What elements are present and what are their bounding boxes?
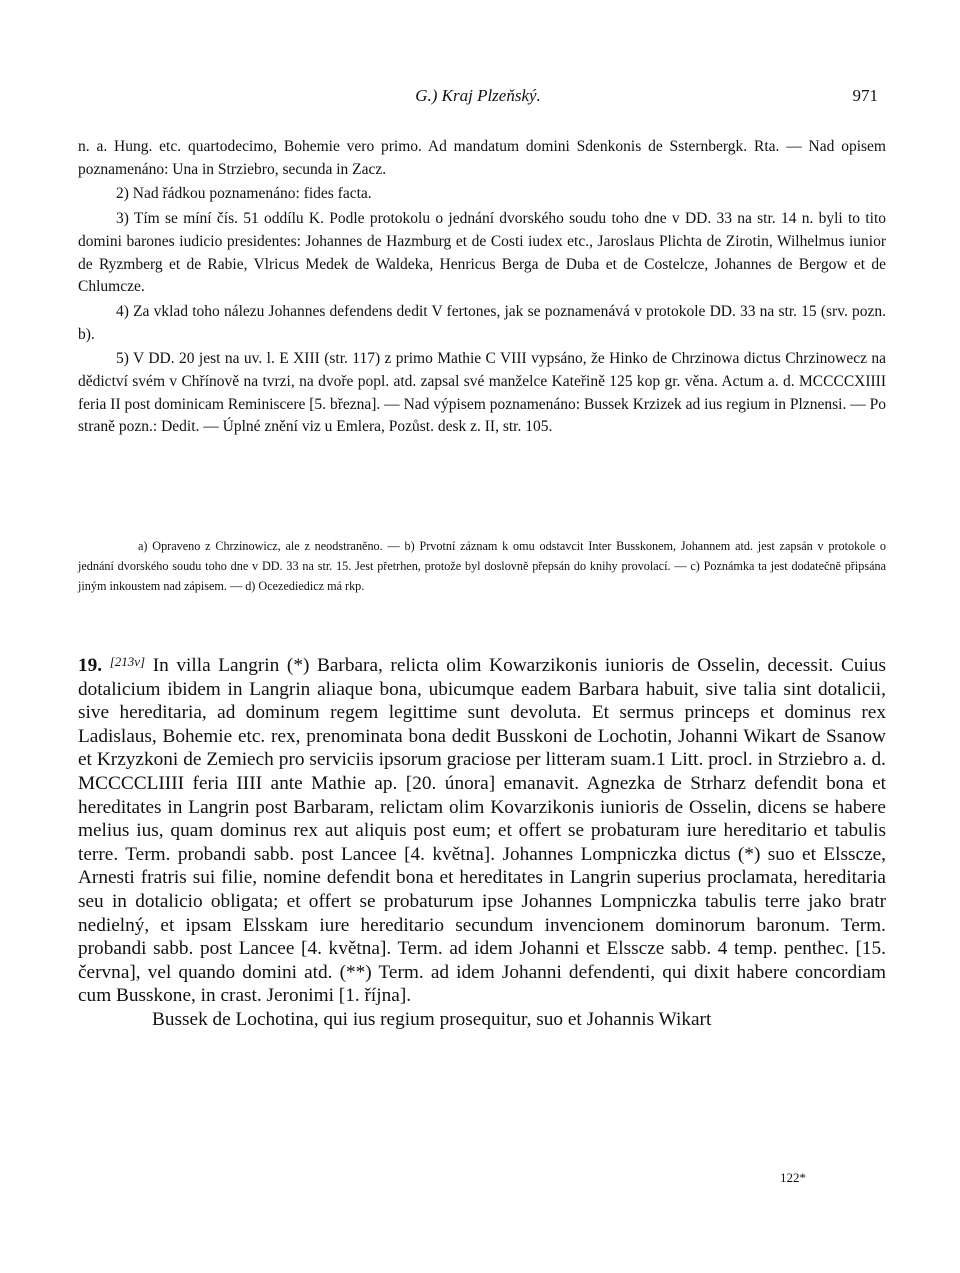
- section-number: 19.: [78, 655, 103, 676]
- critical-apparatus: [78, 536, 886, 596]
- footnote-5: 5) V DD. 20 jest na uv. l. E XIII (str. 117) z primo Mathie C VIII vypsáno, že Hinko de Chrzinowa dictus Chrzinowecz na dědictví svém v Chřínově na tvrzi, na dvoře popl. atd. zapsal své manželce Kateřině 125 kop gr. věna. Actum a. d. MCCCCXIIII feria II post dominicam Reminiscere [5. března]. — Nad výpisem poznamenáno: Bussek Krzizek ad ius regium in Plznensi. — Po straně pozn.: Dedit. — Úplné znění viz u Emlera, Pozůst. desk z. II, str. 105.: [78, 350, 886, 436]
- running-title: G.) Kraj Plzeňský.: [415, 86, 541, 105]
- main-text: [78, 650, 886, 1032]
- critical-notes-text: a) Opraveno z Chrzinowicz, ale z neodstraněno. — b) Prvotní záznam k omu odstavcit Inter Busskonem, Johannem atd. jest zapsán v protokole o jednání dvorského soudu toho dne v DD. 33 na str. 15. Jest přetrhen, protože byl doslovně přepsán do knihy provolací. — c) Poznámka ta jest dodatečně připsána jiným inkoustem nad zápisem. — d) Ocezediedicz má rkp.: [78, 539, 886, 593]
- signature-mark: 122*: [780, 1170, 806, 1185]
- footnote-3: 3) Tím se míní čís. 51 oddílu K. Podle protokolu o jednání dvorského soudu toho dne v DD. 33 na str. 14 n. byli to tito domini barones iudicio presidentes: Johannes de Hazmburg et de Costi iudex etc., Jaroslaus Plichta de Zirotin, Wilhelmus iunior de Ryzmberg et de Rabie, Vlricus Medek de Waldeka, Henricus Berga de Duba et de Costelcze, Johannes de Bergow et de Chlumcze.: [78, 210, 886, 296]
- entry-text: In villa Langrin (*) Barbara, relicta olim Kowarzikonis iunioris de Osselin, decessit. Cuius dotalicium ibidem in Langrin aliaque bona, ubicumque eadem Barbara habuit, sive talia sint dotalicii, sive hereditaria, ad dominum regem legittime sunt devoluta. Et sermus princeps et dominus rex Ladislaus, Bohemie etc. rex, prenominata bona dedit Busskoni de Lochotin, Johanni Wikart de Ssanow et Krzyzkoni de Zemiech pro serviciis ipsorum graciose per litteram suam.1 Litt. procl. in Strziebro a. d. MCCCCLIIII feria IIII ante Mathie ap. [20. února] emanavit. Agnezka de Strharz defendit bona et hereditates in Langrin post Barbaram, relictam olim Kovarzikonis iunioris de Osselin, dicens se habere melius ius, quam dominus rex aut aliquis post eum; et offert se probaturam iure hereditario et tabulis terre. Term. probandi sabb. post Lancee [4. května]. Johannes Lompniczka dictus (*) suo et Elsscze, Arnesti fratris sui filie, nomine defendit bona et hereditates in Langrin superius proclamata, hereditaria seu in dotalicio obligata; et offert se probaturum ipse Johannes Lompniczka tabulis terre jako bratr nedielný, et ipsam Elsskam iure hereditario secundum invencionem dominorum baronum. Term. probandi sabb. post Lancee [4. května]. Term. ad idem Johanni et Elsscze sabb. 4 temp. penthec. [15. června], vel quando domini atd. (**) Term. ad idem Johanni defendenti, qui dixit habere concordiam cum Busskone, in crast. Jeronimi [1. října].: [78, 655, 886, 1007]
- footnote-2: 2) Nad řádkou poznamenáno: fides facta.: [116, 185, 372, 203]
- footnote-continuation: n. a. Hung. etc. quartodecimo, Bohemie vero primo. Ad mandatum domini Sdenkonis de Ssternbergk. Rta. — Nad opisem poznamenáno: Una in Strziebro, secunda in Zacz.: [78, 138, 886, 178]
- entry-paragraph-continued: Bussek de Lochotina, qui ius regium prosequitur, suo et Johannis Wikart: [152, 1008, 712, 1030]
- footnote-4: 4) Za vklad toho nálezu Johannes defendens dedit V fertones, jak se poznamenává v protokole DD. 33 na str. 15 (srv. pozn. b).: [78, 302, 886, 343]
- page-number: 971: [852, 86, 878, 105]
- folio-mark: [213v]: [109, 654, 146, 669]
- entry-paragraph: [78, 650, 886, 1008]
- running-header: [78, 86, 878, 110]
- footnotes-block: [78, 136, 886, 439]
